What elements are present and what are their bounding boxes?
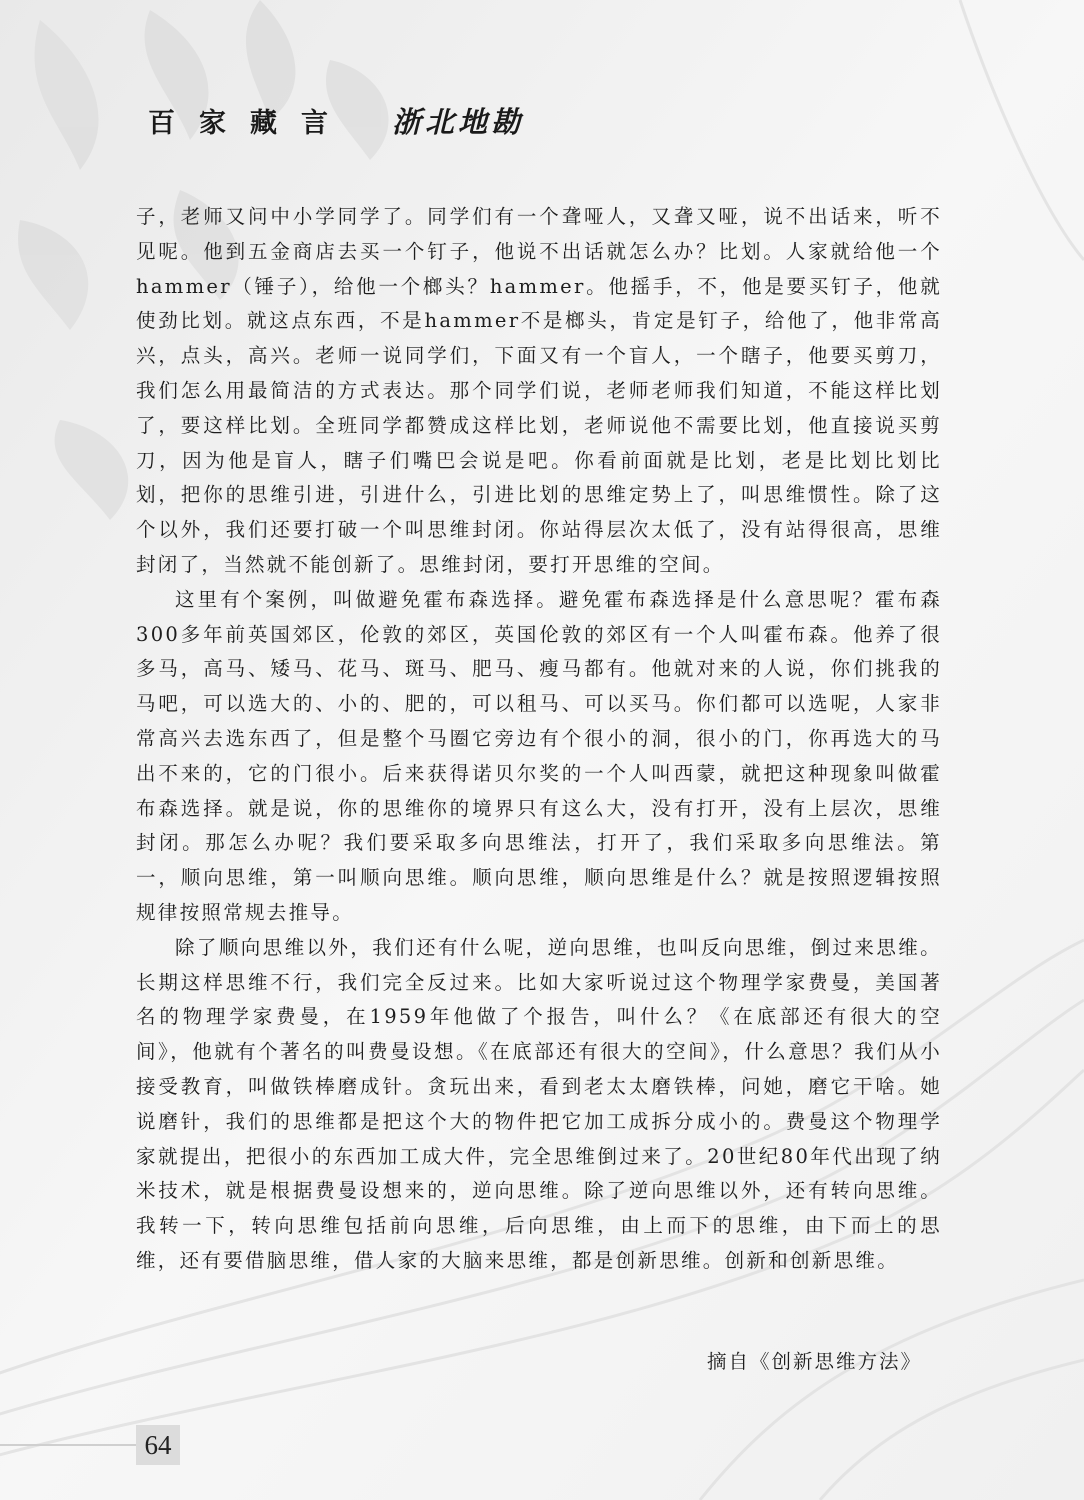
footer-rule [0,1444,136,1446]
series-char: 家 [199,107,226,139]
paragraph: 除了顺向思维以外，我们还有什么呢，逆向思维，也叫反向思维，倒过来思维。长期这样思维不行，我们完全反过来。比如大家听说过这个物理学家费曼，美国著名的物理学家费曼，在1959年他做了个报告，叫什么？《在底部还有很大的空间》，他就有个著名的叫费曼设想。《在底部还有很大的空间》，什么意思？我们从小接受教育，叫做铁棒磨成针。贪玩出来，看到老太太磨铁棒，问她，磨它干啥。她说磨针，我们的思维都是把这个大的物件把它加工成拆分成小的。费曼这个物理学家就提出，把很小的东西加工成大件，完全思维倒过来了。20世纪80年代出现了纳米技术，就是根据费曼设想来的，逆向思维。除了逆向思维以外，还有转向思维。我转一下，转向思维包括前向思维，后向思维，由上而下的思维，由下而上的思维，还有要借脑思维，借人家的大脑来思维，都是创新思维。创新和创新思维。 [136,935,942,1272]
series-title [148,101,352,140]
series-char: 藏 [250,107,277,139]
section-subtitle: 浙北地勘 [392,104,525,139]
source-citation: 摘自《创新思维方法》 [706,1350,922,1373]
page-number: 64 [136,1425,180,1465]
paragraph: 子，老师又问中小学同学了。同学们有一个聋哑人，又聋又哑，说不出话来，听不见呢。他到五金商店去买一个钉子，他说不出话就怎么办？比划。人家就给他一个hammer（锤子），给他一个榔头？hammer。他摇手，不，他是要买钉子，他就使劲比划。就这点东西，不是hammer不是榔头，肯定是钉子，给他了，他非常高兴，点头，高兴。老师一说同学们，下面又有一个盲人，一个瞎子，他要买剪刀，我们怎么用最简洁的方式表达。那个同学们说，老师老师我们知道，不能这样比划了，要这样比划。全班同学都赞成这样比划，老师说他不需要比划，他直接说买剪刀，因为他是盲人，瞎子们嘴巴会说是吧。你看前面就是比划，老是比划比划比划，把你的思维引进，引进什么，引进比划的思维定势上了，叫思维惯性。除了这个以外，我们还要打破一个叫思维封闭。你站得层次太低了，没有站得很高，思维封闭了，当然就不能创新了。思维封闭，要打开思维的空间。 [136,205,942,576]
section-header [148,100,524,140]
series-char: 言 [301,107,328,139]
series-char: 百 [148,107,175,139]
article-body [136,200,942,1279]
paragraph: 这里有个案例，叫做避免霍布森选择。避免霍布森选择是什么意思呢？霍布森300多年前英国郊区，伦敦的郊区，英国伦敦的郊区有一个人叫霍布森。他养了很多马，高马、矮马、花马、斑马、肥马、瘦马都有。他就对来的人说，你们挑我的马吧，可以选大的、小的、肥的，可以租马、可以买马。你们都可以选呢，人家非常高兴去选东西了，但是整个马圈它旁边有个很小的洞，很小的门，你再选大的马出不来的，它的门很小。后来获得诺贝尔奖的一个人叫西蒙，就把这种现象叫做霍布森选择。就是说，你的思维你的境界只有这么大，没有打开，没有上层次，思维封闭。那怎么办呢？我们要采取多向思维法，打开了，我们采取多向思维法。第一，顺向思维，第一叫顺向思维。顺向思维，顺向思维是什么？就是按照逻辑按照规律按照常规去推导。 [136,587,942,924]
